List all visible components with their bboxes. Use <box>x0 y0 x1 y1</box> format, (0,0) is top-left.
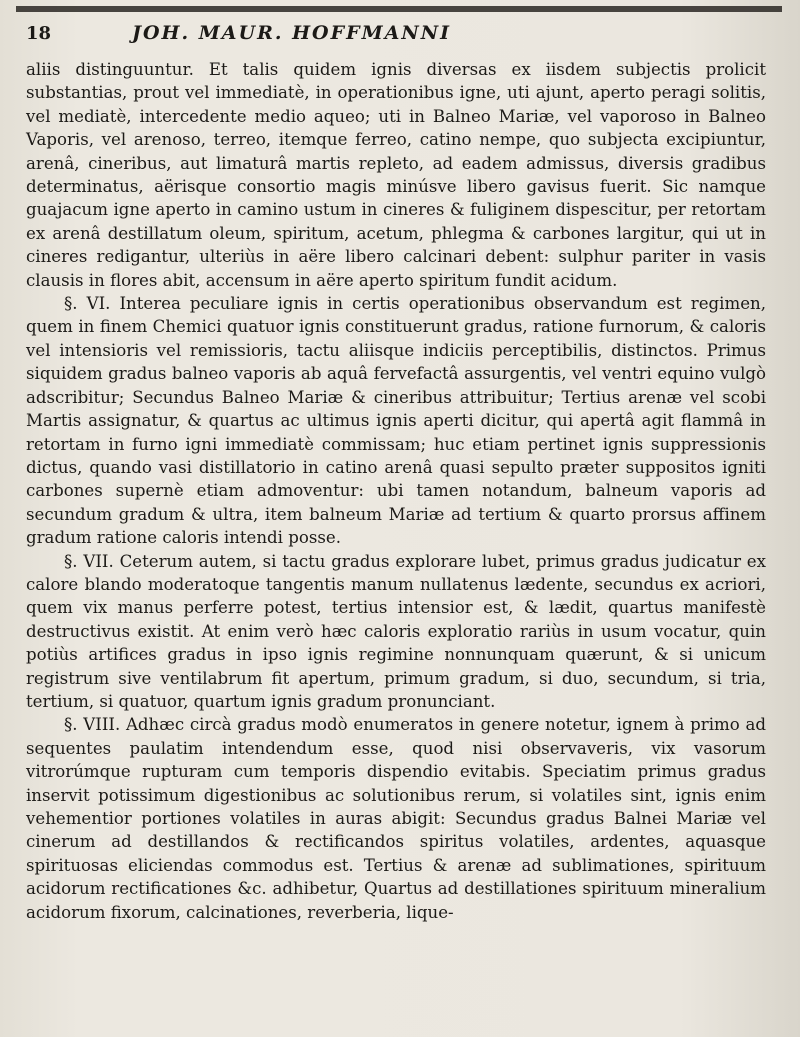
page-header <box>26 22 766 50</box>
running-head: JOH. MAUR. HOFFMANNI <box>132 22 451 44</box>
paragraph-continuation: aliis distinguuntur. Et talis quidem ignis diversas ex iisdem subjectis prolicit substantias, prout vel immediatè, in operationibus igne, uti ajunt, aperto peragi solitis, vel mediatè, intercedente medio aqueo; uti in Balneo Mariæ, vel vaporoso in Balneo Vaporis, vel arenoso, terreo, itemque ferreo, catino nempe, quo subjecta excipiuntur, arenâ, cineribus, aut limaturâ martis repleto, ad eadem admissus, diversis gradibus determinatus, aërisque consortio magis minúsve libero gavisus fuerit. Sic namque guajacum igne aperto in camino ustum in cineres & fuliginem dispescitur, per retortam ex arenâ destillatum oleum, spiritum, acetum, phlegma & carbones largitur, qui ut in cineres redigantur, ulteriùs in aëre libero calcinari debent: sulphur pariter in vasis clausis in flores abit, accensum in aëre aperto spiritum fundit acidum. <box>26 60 766 290</box>
page-number: 18 <box>26 23 52 44</box>
body-text <box>26 58 766 924</box>
paragraph-section-6: §. VI. Interea peculiare ignis in certis operationibus observandum est regimen, quem in finem Chemici quatuor ignis constituerunt gradus, ratione furnorum, & caloris vel intensioris vel remissioris, tactu aliisque indiciis perceptibilis, distinctos. Primus siquidem gradus balneo vaporis ab aquâ fervefactâ assurgentis, vel ventri equino vulgò adscribitur; Secundus Balneo Mariæ & cineribus attribuitur; Tertius arenæ vel scobi Martis assignatur, & quartus ac ultimus ignis aperti dicitur, qui apertâ agit flammâ in retortam in furno igni immediatè commissam; huc etiam pertinet ignis suppressionis dictus, quando vasi distillatorio in catino arenâ quasi sepulto præter suppositos igniti carbones supernè etiam admoventur: ubi tamen notandum, balneum vaporis ad secundum gradum & ultra, item balneum Mariæ ad tertium & quarto prorsus affinem gradum ratione caloris intendi posse. <box>26 294 766 548</box>
top-rule <box>16 6 782 12</box>
paragraph-section-8: §. VIII. Adhæc circà gradus modò enumeratos in genere notetur, ignem à primo ad sequentes paulatim intendendum esse, quod nisi observaveris, vix vasorum vitrorúmque rupturam cum temporis dispendio evitabis. Speciatim primus gradus inservit potissimum digestionibus ac solutionibus rerum, si volatiles sint, ignis enim vehementior portiones volatiles in auras abigit: Secundus gradus Balnei Mariæ vel cinerum ad destillandos & rectificandos spiritus volatiles, ardentes, aquasque spirituosas eliciendas commodus est. Tertius & arenæ ad sublimationes, spirituum acidorum rectificationes &c. adhibetur, Quartus ad destillationes spirituum mineralium acidorum fixorum, calcinationes, reverberia, lique- <box>26 715 766 922</box>
paragraph-section-7: §. VII. Ceterum autem, si tactu gradus explorare lubet, primus gradus judicatur ex calore blando moderatoque tangentis manum nullatenus lædente, secundus ex acriori, quem vix manus perferre potest, tertius intensior est, & lædit, quartus manifestè destructivus existit. At enim verò hæc caloris exploratio rariùs in usum vocatur, quin potiùs artifices gradus in ipso ignis regimine nonnunquam quærunt, & si unicum registrum sive ventilabrum fit apertum, primum gradum, si duo, secundum, si tria, tertium, si quatuor, quartum ignis gradum pronunciant. <box>26 551 766 711</box>
